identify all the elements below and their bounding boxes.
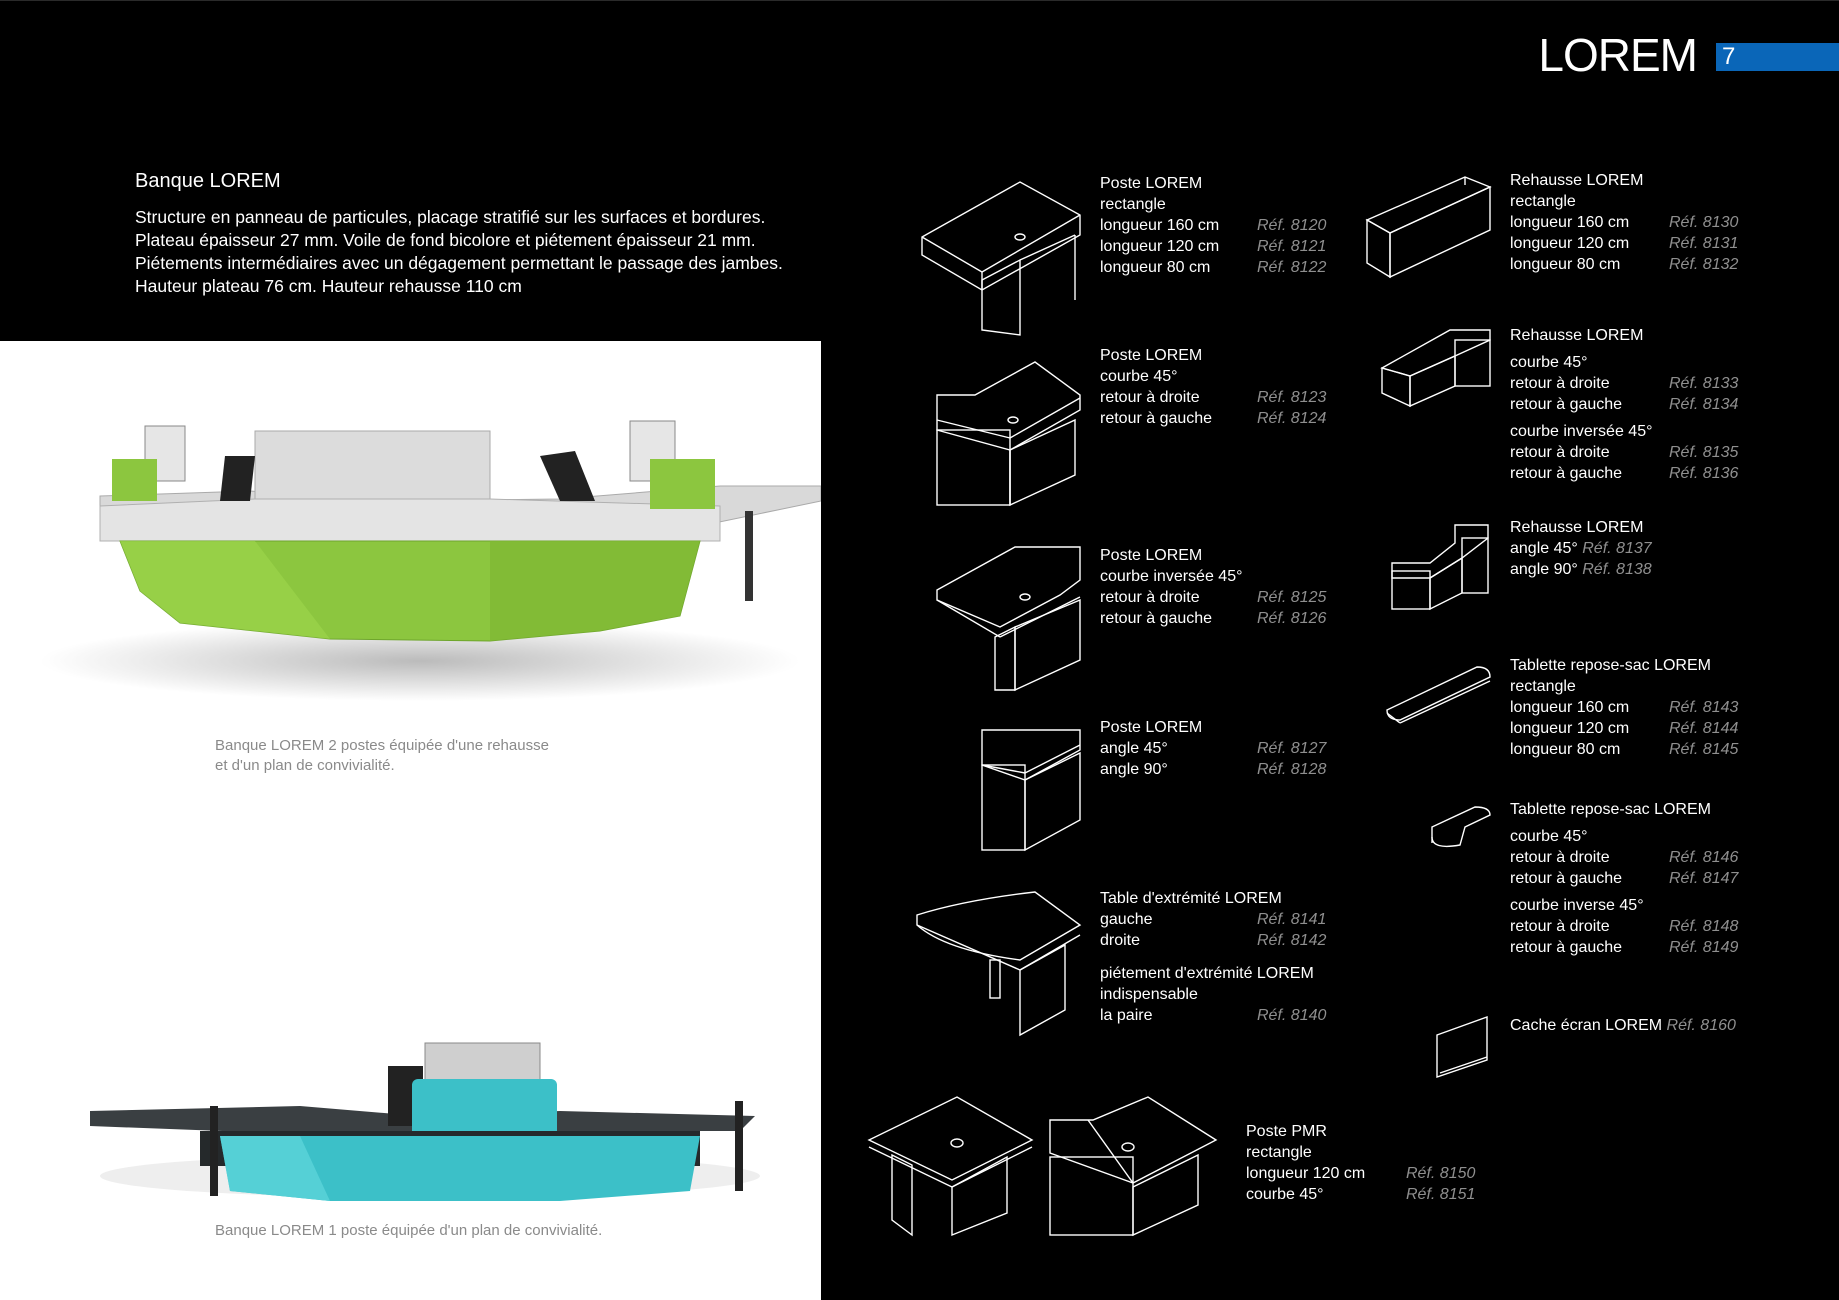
- item-option: retour à droite: [1510, 444, 1610, 461]
- item-ref: Réf. 8145: [1669, 741, 1739, 758]
- item-title: Tablette repose-sac LOREM: [1510, 801, 1711, 818]
- item-option: gauche: [1100, 911, 1153, 928]
- page-title: LOREM: [1538, 29, 1697, 81]
- item-variant: courbe inverse 45°: [1510, 897, 1644, 914]
- product-photos-panel: [0, 341, 821, 1300]
- item-option: longueur 80 cm: [1100, 259, 1211, 276]
- item-option: longueur 160 cm: [1510, 699, 1630, 716]
- item-ref: Réf. 8151: [1406, 1186, 1476, 1203]
- item-option: longueur 80 cm: [1510, 741, 1621, 758]
- item-variant: courbe 45°: [1510, 354, 1588, 371]
- item-title: Poste LOREM: [1100, 547, 1203, 564]
- item-option: retour à droite: [1100, 589, 1200, 606]
- item-option: courbe 45°: [1246, 1186, 1324, 1203]
- item-title: Rehausse LOREM: [1510, 519, 1644, 536]
- intro-title: Banque LOREM: [135, 170, 281, 192]
- top-border: [0, 0, 1839, 1]
- item-title: Poste PMR: [1246, 1123, 1327, 1140]
- item-option: angle 90°: [1100, 761, 1168, 778]
- poste-pmr-courbe-drawing: [1048, 1095, 1218, 1245]
- item-option: longueur 120 cm: [1246, 1165, 1366, 1182]
- item-option: angle 45°: [1510, 540, 1578, 557]
- item-ref: Réf. 8127: [1257, 740, 1327, 757]
- item-option: longueur 160 cm: [1100, 217, 1220, 234]
- caption-line: et d'un plan de convivialité.: [215, 757, 395, 774]
- rehausse-rectangle-drawing: [1365, 175, 1495, 285]
- item-option: angle 90°: [1510, 561, 1578, 578]
- page-number-tab: [1716, 43, 1839, 71]
- tablette-courbe-drawing: [1430, 805, 1495, 860]
- rehausse-courbe-info: [1510, 325, 1738, 484]
- item-ref: Réf. 8135: [1669, 444, 1739, 461]
- poste-rectangle-info: [1100, 173, 1326, 278]
- item-ref: Réf. 8160: [1666, 1017, 1736, 1034]
- item-title: Poste LOREM: [1100, 347, 1203, 364]
- item-option: longueur 160 cm: [1510, 214, 1630, 231]
- item-variant: indispensable: [1100, 986, 1198, 1003]
- item-ref: Réf. 8143: [1669, 699, 1739, 716]
- teal-reception-desk-photo: [0, 886, 821, 1216]
- item-option: retour à gauche: [1510, 396, 1623, 413]
- poste-angle-info: [1100, 717, 1326, 780]
- cache-ecran-drawing: [1435, 1015, 1495, 1085]
- item-option: retour à droite: [1510, 375, 1610, 392]
- item-variant: rectangle: [1510, 678, 1576, 695]
- item-ref: Réf. 8130: [1669, 214, 1739, 231]
- item-title: Table d'extrémité LOREM: [1100, 890, 1282, 907]
- item-option: retour à gauche: [1100, 610, 1213, 627]
- item-option: retour à gauche: [1510, 465, 1623, 482]
- item-ref: Réf. 8147: [1669, 870, 1739, 887]
- page-number: 7: [1722, 43, 1736, 70]
- poste-courbe-inversee-info: [1100, 545, 1326, 629]
- item-option: retour à gauche: [1510, 870, 1623, 887]
- caption-line: Banque LOREM 2 postes équipée d'une rehausse: [215, 737, 549, 754]
- item-ref: Réf. 8134: [1669, 396, 1739, 413]
- item-ref: Réf. 8140: [1257, 1007, 1327, 1024]
- intro-description: [135, 206, 835, 298]
- item-ref: Réf. 8123: [1257, 389, 1327, 406]
- poste-rectangle-drawing: [920, 180, 1090, 345]
- item-option: retour à droite: [1510, 918, 1610, 935]
- intro-line: Piétements intermédiaires avec un dégagement permettant le passage des jambes.: [135, 253, 783, 273]
- item-ref: Réf. 8124: [1257, 410, 1327, 427]
- tablette-courbe-info: [1510, 799, 1738, 958]
- item-option: longueur 80 cm: [1510, 256, 1621, 273]
- item-ref: Réf. 8137: [1582, 540, 1652, 557]
- item-title: Rehausse LOREM: [1510, 327, 1644, 344]
- item-variant: rectangle: [1510, 193, 1576, 210]
- table-extremite-drawing: [915, 890, 1085, 1045]
- item-ref: Réf. 8122: [1257, 259, 1327, 276]
- item-variant: rectangle: [1246, 1144, 1312, 1161]
- item-ref: Réf. 8126: [1257, 610, 1327, 627]
- rehausse-courbe-drawing: [1380, 328, 1495, 413]
- item-ref: Réf. 8141: [1257, 911, 1327, 928]
- item-option: retour à gauche: [1100, 410, 1213, 427]
- rehausse-rectangle-info: [1510, 170, 1738, 275]
- item-ref: Réf. 8149: [1669, 939, 1739, 956]
- item-variant: courbe 45°: [1100, 368, 1178, 385]
- item-option: droite: [1100, 932, 1141, 949]
- item-ref: Réf. 8142: [1257, 932, 1327, 949]
- table-extremite-info: [1100, 888, 1326, 1026]
- item-ref: Réf. 8146: [1669, 849, 1739, 866]
- item-option: longueur 120 cm: [1100, 238, 1220, 255]
- item-title: Poste LOREM: [1100, 175, 1203, 192]
- rehausse-angle-info: [1510, 517, 1652, 580]
- item-option: angle 45°: [1100, 740, 1168, 757]
- item-option: longueur 120 cm: [1510, 720, 1630, 737]
- item-subtitle: piétement d'extrémité LOREM: [1100, 965, 1314, 982]
- item-title: Rehausse LOREM: [1510, 172, 1644, 189]
- poste-pmr-rectangle-drawing: [867, 1095, 1037, 1245]
- item-variant: rectangle: [1100, 196, 1166, 213]
- poste-courbe-inversee-drawing: [935, 545, 1085, 700]
- photo-caption-1: [215, 736, 635, 776]
- poste-angle-drawing: [980, 725, 1090, 860]
- item-ref: Réf. 8132: [1669, 256, 1739, 273]
- item-ref: Réf. 8148: [1669, 918, 1739, 935]
- item-variant: courbe inversée 45°: [1510, 423, 1653, 440]
- tablette-rectangle-drawing: [1385, 665, 1495, 730]
- rehausse-angle-drawing: [1390, 523, 1490, 618]
- item-ref: Réf. 8121: [1257, 238, 1327, 255]
- item-ref: Réf. 8128: [1257, 761, 1327, 778]
- intro-line: Hauteur plateau 76 cm. Hauteur rehausse 110 cm: [135, 276, 522, 296]
- item-ref: Réf. 8136: [1669, 465, 1739, 482]
- item-title: Cache écran LOREM: [1510, 1017, 1663, 1034]
- item-option: retour à droite: [1510, 849, 1610, 866]
- item-variant: courbe 45°: [1510, 828, 1588, 845]
- tablette-rectangle-info: [1510, 655, 1738, 760]
- item-title: Tablette repose-sac LOREM: [1510, 657, 1711, 674]
- item-ref: Réf. 8133: [1669, 375, 1739, 392]
- intro-line: Structure en panneau de particules, placage stratifié sur les surfaces et bordures.: [135, 207, 766, 227]
- item-ref: Réf. 8144: [1669, 720, 1739, 737]
- item-title: Poste LOREM: [1100, 719, 1203, 736]
- item-ref: Réf. 8120: [1257, 217, 1327, 234]
- item-option: la paire: [1100, 1007, 1153, 1024]
- item-variant: courbe inversée 45°: [1100, 568, 1243, 585]
- poste-courbe-info: [1100, 345, 1326, 429]
- poste-courbe-drawing: [935, 360, 1085, 515]
- item-option: retour à droite: [1100, 389, 1200, 406]
- item-option: longueur 120 cm: [1510, 235, 1630, 252]
- intro-line: Plateau épaisseur 27 mm. Voile de fond bicolore et piétement épaisseur 21 mm.: [135, 230, 756, 250]
- cache-ecran-info: [1510, 1015, 1736, 1036]
- item-ref: Réf. 8150: [1406, 1165, 1476, 1182]
- item-ref: Réf. 8131: [1669, 235, 1739, 252]
- photo-caption-2: Banque LOREM 1 poste équipée d'un plan de convivialité.: [215, 1222, 603, 1239]
- poste-pmr-info: [1246, 1121, 1475, 1205]
- item-ref: Réf. 8125: [1257, 589, 1327, 606]
- item-ref: Réf. 8138: [1582, 561, 1652, 578]
- item-option: retour à gauche: [1510, 939, 1623, 956]
